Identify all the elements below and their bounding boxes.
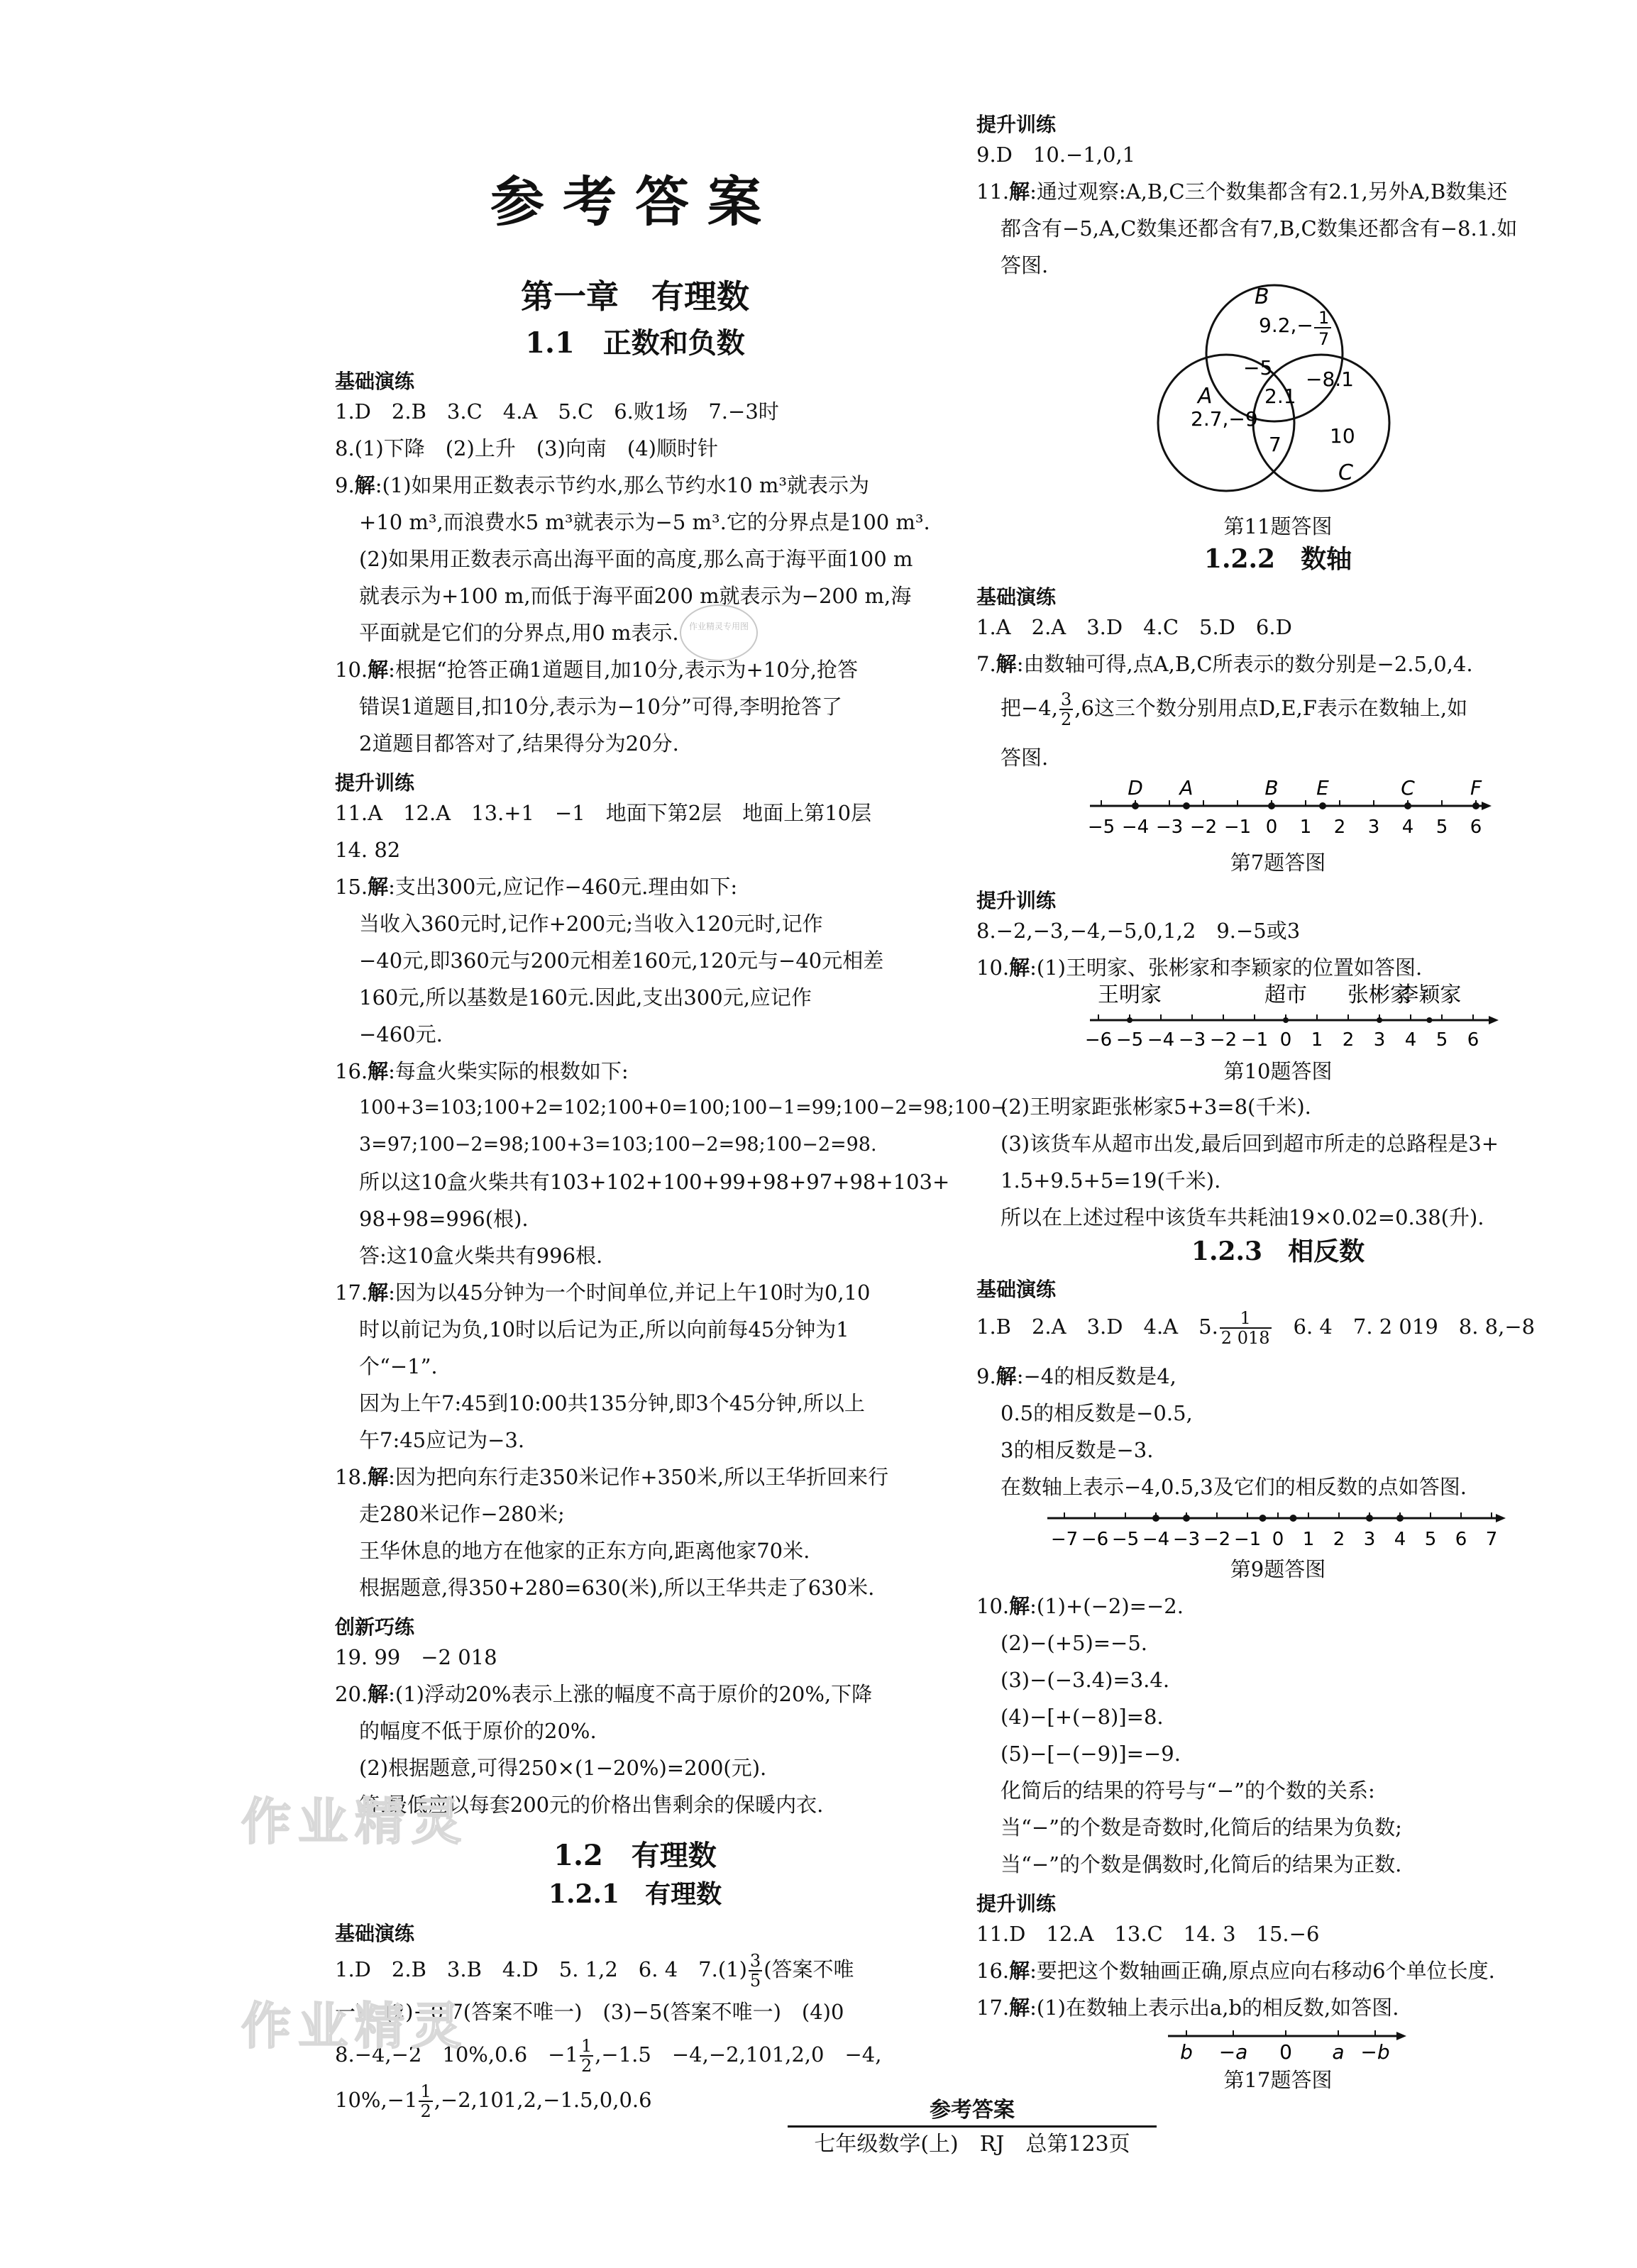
answer-line: 14. 82 xyxy=(335,838,401,862)
heading-improvement-training: 提升训练 xyxy=(976,113,1057,136)
answer-line: 19. 99 −2 018 xyxy=(335,1645,497,1669)
heading-basic-practice: 基础演练 xyxy=(335,370,415,393)
tick-label: −3 xyxy=(1172,1529,1201,1550)
tick-label: 7 xyxy=(1485,1529,1498,1550)
footer-divider xyxy=(788,2125,1157,2128)
point-marker xyxy=(1268,802,1275,809)
q18-line: 18.解:因为把向东行走350米记作+350米,所以王华折回来行 xyxy=(335,1465,889,1489)
r16-line: 16.解:要把这个数轴画正确,原点应向右移动6个单位长度. xyxy=(976,1959,1495,1983)
r10-line: 1.5+9.5+5=19(千米). xyxy=(1001,1168,1221,1193)
tick-label: 0 xyxy=(1279,1029,1292,1051)
point-label: C xyxy=(1401,776,1415,800)
number-line-q10 xyxy=(976,980,1580,1051)
venn-ab: −5 xyxy=(1243,356,1273,380)
stamp: 作业精灵专用图 xyxy=(680,604,758,661)
q10-line: 2道题目都答对了,结果得分为20分. xyxy=(359,731,679,756)
q17-line: 17.解:因为以45分钟为一个时间单位,并记上午10时为0,10 xyxy=(335,1280,871,1305)
answer-line: 8.−2,−3,−4,−5,0,1,2 9.−5或3 xyxy=(976,919,1301,943)
point-marker xyxy=(1404,802,1411,809)
point-label: −a xyxy=(1218,2040,1248,2064)
r10b-line: (3)−(−3.4)=3.4. xyxy=(1001,1668,1170,1692)
tick-label: 5 xyxy=(1435,817,1448,838)
venn-label-b: B xyxy=(1255,284,1269,309)
q18-line: 走280米记作−280米; xyxy=(359,1502,565,1526)
tick-label: −1 xyxy=(1233,1529,1262,1550)
point-marker xyxy=(1152,1515,1159,1522)
q18-line: 王华休息的地方在他家的正东方向,距离他家70米. xyxy=(359,1539,810,1563)
q16-line: 3=97;100−2=98;100+3=103;100−2=98;100−2=98. xyxy=(359,1134,877,1156)
q16-line: 答:这10盒火柴共有996根. xyxy=(359,1244,603,1268)
point-label: 0 xyxy=(1279,2040,1292,2064)
r10b-line: (5)−[−(−9)]=−9. xyxy=(1001,1742,1181,1766)
point-label: 超市 xyxy=(1264,983,1307,1007)
point-label: 王明家 xyxy=(1098,983,1162,1007)
q16-line: 所以这10盒火柴共有103+102+100+99+98+97+98+103+ xyxy=(359,1170,950,1194)
tick-label: −1 xyxy=(1223,817,1252,838)
q9-line: 9.解:(1)如果用正数表示节约水,那么节约水10 m³就表示为 xyxy=(335,473,869,497)
tick-label: 3 xyxy=(1373,1029,1386,1051)
point-marker xyxy=(1366,1515,1373,1522)
r7-line: 答图. xyxy=(1001,746,1049,770)
tick-label: −4 xyxy=(1121,817,1150,838)
q11-line: 都含有−5,A,C数集还都含有7,B,C数集还都含有−8.1.如 xyxy=(1001,216,1518,240)
point-label: 李颖家 xyxy=(1397,983,1462,1007)
answer-line: 1.D 2.B 3.B 4.D 5. 1,2 6. 4 7.(1) $\frac{3}{5}$ (答案不唯 xyxy=(335,1951,854,1991)
fraction: $\frac{1}{2}$ xyxy=(580,2036,592,2076)
q20-line: 答:最低应以每套200元的价格出售剩余的保暖内衣. xyxy=(359,1793,824,1817)
tick-label: −2 xyxy=(1189,817,1218,838)
r10b-line: 当“−”的个数是奇数时,化简后的结果为负数; xyxy=(1001,1815,1402,1840)
q10-line: 错误1道题目,扣10分,表示为−10分”可得,李明抢答了 xyxy=(359,695,843,719)
tick-label: −4 xyxy=(1142,1529,1170,1550)
r9-line: 0.5的相反数是−0.5, xyxy=(1001,1401,1193,1425)
section-title-1-1: 1.1 正数和负数 xyxy=(525,326,745,360)
tick-label: 2 xyxy=(1342,1029,1355,1051)
tick-label: −5 xyxy=(1111,1529,1140,1550)
heading-basic-practice: 基础演练 xyxy=(976,1278,1057,1301)
answer-line: 1.D 2.B 3.C 4.A 5.C 6.败1场 7.−3时 xyxy=(335,399,779,424)
q10-line: 10.解:根据“抢答正确1道题目,加10分,表示为+10分,抢答 xyxy=(335,658,858,682)
point-label: D xyxy=(1128,776,1143,800)
point-marker xyxy=(1132,802,1139,809)
venn-label-c: C xyxy=(1338,460,1353,485)
heading-innovation-practice: 创新巧练 xyxy=(335,1615,415,1639)
tick-label: −3 xyxy=(1178,1029,1206,1051)
point-marker xyxy=(1319,802,1326,809)
tick-label: 3 xyxy=(1363,1529,1376,1550)
tick-label: 6 xyxy=(1467,1029,1479,1051)
q17-line: 因为上午7:45到10:00共135分钟,即3个45分钟,所以上 xyxy=(359,1391,865,1415)
r7-line: 把−4, $\frac{3}{2}$ ,6这三个数分别用点D,E,F表示在数轴上,如 xyxy=(1001,690,1468,729)
section-title-1-2-2: 1.2.2 数轴 xyxy=(1203,544,1352,574)
section-title-1-2-3: 1.2.3 相反数 xyxy=(1191,1237,1365,1266)
venn-label-a: A xyxy=(1198,384,1213,409)
heading-improvement-training: 提升训练 xyxy=(335,771,415,795)
tick-label: 4 xyxy=(1404,1029,1417,1051)
point-label: a xyxy=(1332,2040,1345,2064)
point-marker xyxy=(1426,1017,1432,1023)
tick-label: −6 xyxy=(1081,1529,1109,1550)
point-label: 张彬家 xyxy=(1347,983,1411,1007)
point-marker xyxy=(1283,1017,1289,1023)
venn-a-only: 2.7,−9 xyxy=(1191,407,1258,431)
answer-line: 1.A 2.A 3.D 4.C 5.D 6.D xyxy=(976,615,1292,639)
answer-line: 8.−4,−2 10%,0.6 −1 $\frac{1}{2}$ ,−1.5 −4,−2,101,2,0 −4, xyxy=(335,2036,882,2076)
footer-label: 参考答案 xyxy=(930,2098,1015,2123)
q11-line: 答图. xyxy=(1001,253,1049,277)
q17-line: 午7:45应记为−3. xyxy=(359,1428,525,1452)
q18-line: 根据题意,得350+280=630(米),所以王华共走了630米. xyxy=(359,1576,875,1600)
r9-line: 9.解:−4的相反数是4, xyxy=(976,1364,1176,1388)
tick-label: 2 xyxy=(1333,1529,1345,1550)
venn-b-only: 9.2,− xyxy=(1259,314,1313,337)
chapter-title: 第一章 有理数 xyxy=(521,277,749,316)
r10b-line: 化简后的结果的符号与“−”的个数的关系: xyxy=(1001,1779,1375,1803)
q15-line: −40元,即360元与200元相差160元,120元与−40元相差 xyxy=(359,948,884,973)
fraction: $\frac{1}{2}$ xyxy=(420,2081,431,2121)
tick-label: −2 xyxy=(1209,1029,1238,1051)
point-label: E xyxy=(1316,776,1329,800)
answer-line: 10%,−1 $\frac{1}{2}$ ,−2,101,2,−1.5,0,0.6 xyxy=(335,2081,652,2121)
tick-label: 2 xyxy=(1333,817,1346,838)
venn-b-frac-den: 7 xyxy=(1318,329,1330,349)
venn-b-frac-num: 1 xyxy=(1318,308,1330,328)
tick-label: −5 xyxy=(1115,1029,1144,1051)
axis-arrow xyxy=(1482,802,1492,810)
q20-line: (2)根据题意,可得250×(1−20%)=200(元). xyxy=(359,1756,767,1780)
tick-label: −1 xyxy=(1240,1029,1269,1051)
point-label: F xyxy=(1470,776,1482,800)
q20-line: 20.解:(1)浮动20%表示上涨的幅度不高于原价的20%,下降 xyxy=(335,1682,873,1706)
point-marker xyxy=(1260,1515,1267,1522)
q20-line: 的幅度不低于原价的20%. xyxy=(359,1719,597,1743)
point-marker xyxy=(1377,1017,1382,1023)
axis-arrow xyxy=(1489,1016,1499,1024)
venn-center: 2.1 xyxy=(1264,385,1296,408)
figure-caption: 第11题答图 xyxy=(1223,514,1333,538)
r10b-line: 当“−”的个数是偶数时,化简后的结果为正数. xyxy=(1001,1852,1402,1876)
tick-label: 0 xyxy=(1272,1529,1284,1550)
tick-label: 3 xyxy=(1367,817,1380,838)
point-label: A xyxy=(1179,776,1194,800)
q9-line: 就表示为+100 m,而低于海平面200 m就表示为−200 m,海 xyxy=(359,584,912,608)
venn-bc: −8.1 xyxy=(1306,367,1354,391)
q16-line: 100+3=103;100+2=102;100+0=100;100−1=99;100−2=98;100− xyxy=(359,1097,1007,1119)
section-title-1-2-1: 1.2.1 有理数 xyxy=(548,1879,722,1909)
point-label: −b xyxy=(1360,2040,1390,2064)
watermark: 作业精灵 xyxy=(241,1997,468,2055)
tick-label: −4 xyxy=(1147,1029,1175,1051)
fraction: $\frac{3}{5}$ xyxy=(749,1951,761,1991)
r9-line: 3的相反数是−3. xyxy=(1001,1438,1154,1462)
q15-line: −460元. xyxy=(359,1022,443,1046)
r10b-line: (2)−(+5)=−5. xyxy=(1001,1631,1148,1655)
tick-label: −3 xyxy=(1155,817,1184,838)
point-marker xyxy=(1183,1515,1190,1522)
tick-label: 1 xyxy=(1299,817,1312,838)
q17-line: 个“−1”. xyxy=(359,1354,438,1378)
tick-label: 1 xyxy=(1311,1029,1323,1051)
axis-arrow xyxy=(1396,2032,1406,2040)
tick-label: −7 xyxy=(1050,1529,1079,1550)
number-line-q9 xyxy=(976,1504,1580,1554)
tick-label: 1 xyxy=(1302,1529,1315,1550)
footer-page-info: 七年级数学(上) RJ 总第123页 xyxy=(814,2132,1130,2157)
tick-label: −5 xyxy=(1087,817,1115,838)
page-title: 参考答案 xyxy=(490,170,780,233)
figure-caption: 第10题答图 xyxy=(1223,1059,1333,1083)
point-marker xyxy=(1183,802,1190,809)
answer-line: 11.A 12.A 13.+1 −1 地面下第2层 地面上第10层 xyxy=(335,801,872,825)
axis-arrow xyxy=(1496,1514,1506,1522)
point-marker xyxy=(1127,1017,1132,1023)
q11-line: 11.解:通过观察:A,B,C三个数集都含有2.1,另外A,B数集还 xyxy=(976,179,1508,204)
q9-line: +10 m³,而浪费水5 m³就表示为−5 m³.它的分界点是100 m³. xyxy=(359,510,930,534)
venn-diagram xyxy=(976,281,1580,515)
tick-label: 4 xyxy=(1401,817,1414,838)
q17-line: 时以前记为负,10时以后记为正,所以向前每45分钟为1 xyxy=(359,1317,849,1342)
q16-line: 98+98=996(根). xyxy=(359,1207,529,1231)
tick-label: 6 xyxy=(1455,1529,1467,1550)
fraction: $\frac{3}{2}$ xyxy=(1060,690,1072,729)
point-label: B xyxy=(1264,776,1279,800)
point-marker xyxy=(1290,1515,1297,1522)
r17-line: 17.解:(1)在数轴上表示出a,b的相反数,如答图. xyxy=(976,1996,1399,2020)
venn-ac: 7 xyxy=(1269,433,1282,456)
r10-line: (3)该货车从超市出发,最后回到超市所走的总路程是3+ xyxy=(1001,1132,1499,1156)
tick-label: −2 xyxy=(1203,1529,1231,1550)
answer-line: 一) (2)−0.7(答案不唯一) (3)−5(答案不唯一) (4)0 xyxy=(335,2000,844,2024)
tick-label: 5 xyxy=(1424,1529,1437,1550)
tick-label: 0 xyxy=(1265,817,1278,838)
r10-line: 10.解:(1)王明家、张彬家和李颖家的位置如答图. xyxy=(976,956,1423,980)
heading-improvement-training: 提升训练 xyxy=(976,1892,1057,1915)
fraction: $\frac{1}{2 018}$ xyxy=(1220,1308,1270,1348)
tick-label: −6 xyxy=(1084,1029,1113,1051)
q9-line: 平面就是它们的分界点,用0 m表示. xyxy=(359,621,679,645)
answer-line: 9.D 10.−1,0,1 xyxy=(976,143,1136,167)
point-label: b xyxy=(1180,2040,1193,2064)
heading-basic-practice: 基础演练 xyxy=(976,585,1057,609)
section-title-1-2: 1.2 有理数 xyxy=(553,1839,717,1872)
tick-label: 6 xyxy=(1470,817,1482,838)
answer-line: 8.(1)下降 (2)上升 (3)向南 (4)顺时针 xyxy=(335,436,718,460)
page-footer xyxy=(759,2098,1185,2159)
heading-improvement-training: 提升训练 xyxy=(976,889,1057,912)
r7-line: 7.解:由数轴可得,点A,B,C所表示的数分别是−2.5,0,4. xyxy=(976,652,1473,676)
q15-line: 当收入360元时,记作+200元;当收入120元时,记作 xyxy=(359,912,823,936)
r10-line: (2)王明家距张彬家5+3=8(千米). xyxy=(1001,1095,1311,1119)
answer-line: 1.B 2.A 3.D 4.A 5. $\frac{1}{2 018}$ 6. 4 7. 2 019 8. 8,−8 xyxy=(976,1308,1536,1348)
point-marker xyxy=(1396,1515,1404,1522)
heading-basic-practice: 基础演练 xyxy=(335,1922,415,1945)
figure-caption: 第9题答图 xyxy=(1230,1557,1326,1581)
r10b-line: 10.解:(1)+(−2)=−2. xyxy=(976,1594,1184,1618)
q15-line: 15.解:支出300元,应记作−460元.理由如下: xyxy=(335,875,738,899)
tick-label: 4 xyxy=(1394,1529,1406,1550)
r9-line: 在数轴上表示−4,0.5,3及它们的相反数的点如答图. xyxy=(1001,1475,1467,1499)
r10b-line: (4)−[+(−8)]=8. xyxy=(1001,1705,1164,1729)
r10-line: 所以在上述过程中该货车共耗油19×0.02=0.38(升). xyxy=(1001,1205,1484,1229)
watermark: 作业精灵 xyxy=(241,1793,468,1851)
figure-caption: 第7题答图 xyxy=(1230,851,1326,875)
tick-label: 5 xyxy=(1435,1029,1448,1051)
q9-line: (2)如果用正数表示高出海平面的高度,那么高于海平面100 m xyxy=(359,547,913,571)
number-line-q17 xyxy=(976,2023,1580,2066)
q16-line: 16.解:每盒火柴实际的根数如下: xyxy=(335,1059,629,1083)
venn-c-only: 10 xyxy=(1330,424,1355,448)
q15-line: 160元,所以基数是160元.因此,支出300元,应记作 xyxy=(359,985,812,1009)
number-line-q7 xyxy=(976,776,1580,840)
figure-caption: 第17题答图 xyxy=(1223,2068,1333,2092)
answer-line: 11.D 12.A 13.C 14. 3 15.−6 xyxy=(976,1922,1320,1946)
point-marker xyxy=(1472,802,1479,809)
